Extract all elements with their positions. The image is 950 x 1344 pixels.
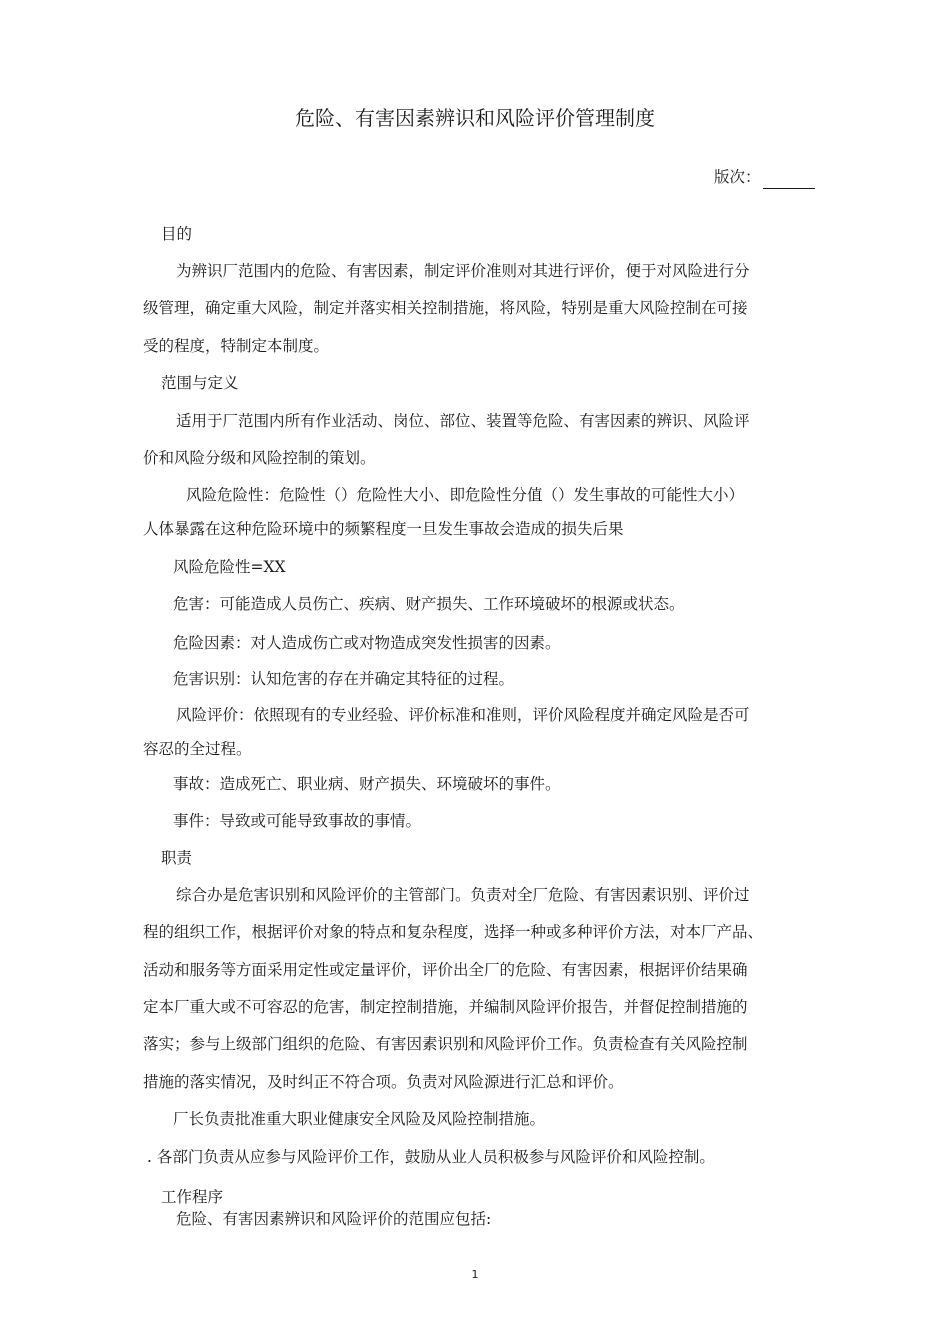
paragraph-line: 风险危险性：危险性（）危险性大小、即危险性分值（）发生事故的可能性大小） <box>186 486 745 504</box>
page-number: 1 <box>471 1268 479 1281</box>
paragraph-line: 程的组织工作，根据评价对象的特点和复杂程度，选择一种或多种评价方法，对本厂产品、 <box>143 923 764 941</box>
paragraph-line: 定本厂重大或不可容忍的危害，制定控制措施，并编制风险评价报告，并督促控制措施的 <box>143 998 748 1016</box>
heading-procedure: 工作程序 <box>161 1188 224 1206</box>
paragraph-line: 危险因素：对人造成伤亡或对物造成突发性损害的因素。 <box>173 634 561 652</box>
paragraph-line: 活动和服务等方面采用定性或定量评价，评价出全厂的危险、有害因素，根据评价结果确 <box>143 961 748 979</box>
heading-responsibilities: 职责 <box>161 849 193 867</box>
paragraph-line: 人体暴露在这种危险环境中的频繁程度一旦发生事故会造成的损失后果 <box>143 520 624 538</box>
document-title: 危险、有害因素辨识和风险评价管理制度 <box>295 106 655 130</box>
paragraph-line: 风险危险性=XX <box>173 558 286 576</box>
paragraph-line: 危险、有害因素辨识和风险评价的范围应包括: <box>176 1210 492 1228</box>
paragraph-line: 事故：造成死亡、职业病、财产损失、环境破坏的事件。 <box>173 775 561 793</box>
paragraph-line: 受的程度，特制定本制度。 <box>143 337 330 355</box>
paragraph-line: 风险评价：依照现有的专业经验、评价标准和准则，评价风险程度并确定风险是否可 <box>176 706 750 724</box>
paragraph-line: 级管理，确定重大风险，制定并落实相关控制措施，将风险，特别是重大风险控制在可接 <box>143 299 748 317</box>
paragraph-line: 价和风险分级和风险控制的策划。 <box>143 449 376 467</box>
paragraph-line: 容忍的全过程。 <box>143 740 252 758</box>
paragraph-line: 落实；参与上级部门组织的危险、有害因素识别和风险评价工作。负责检查有关风险控制 <box>143 1035 748 1053</box>
paragraph-line: 事件：导致或可能导致事故的事情。 <box>173 812 422 830</box>
paragraph-line: 危害识别：认知危害的存在并确定其特征的过程。 <box>173 670 515 688</box>
paragraph-line: 为辨识厂范围内的危险、有害因素，制定评价准则对其进行评价，便于对风险进行分 <box>176 262 750 280</box>
heading-scope: 范围与定义 <box>161 374 239 392</box>
paragraph-line: 危害：可能造成人员伤亡、疾病、财产损失、工作环境破坏的根源或状态。 <box>173 595 685 613</box>
version-field <box>714 166 815 189</box>
paragraph-line: 措施的落实情况，及时纠正不符合项。负责对风险源进行汇总和评价。 <box>143 1073 624 1091</box>
version-blank-line <box>763 166 815 189</box>
heading-purpose: 目的 <box>161 225 193 243</box>
paragraph-line: 综合办是危害识别和风险评价的主管部门。负责对全厂危险、有害因素识别、评价过 <box>176 886 750 904</box>
paragraph-line: 适用于厂范围内所有作业活动、岗位、部位、装置等危险、有害因素的辨识、风险评 <box>176 412 750 430</box>
paragraph-line: 厂长负责批准重大职业健康安全风险及风险控制措施。 <box>173 1110 546 1128</box>
paragraph-line: . 各部门负责从应参与风险评价工作，鼓励从业人员积极参与风险评价和风险控制。 <box>147 1148 715 1166</box>
version-label: 版次： <box>714 168 761 186</box>
